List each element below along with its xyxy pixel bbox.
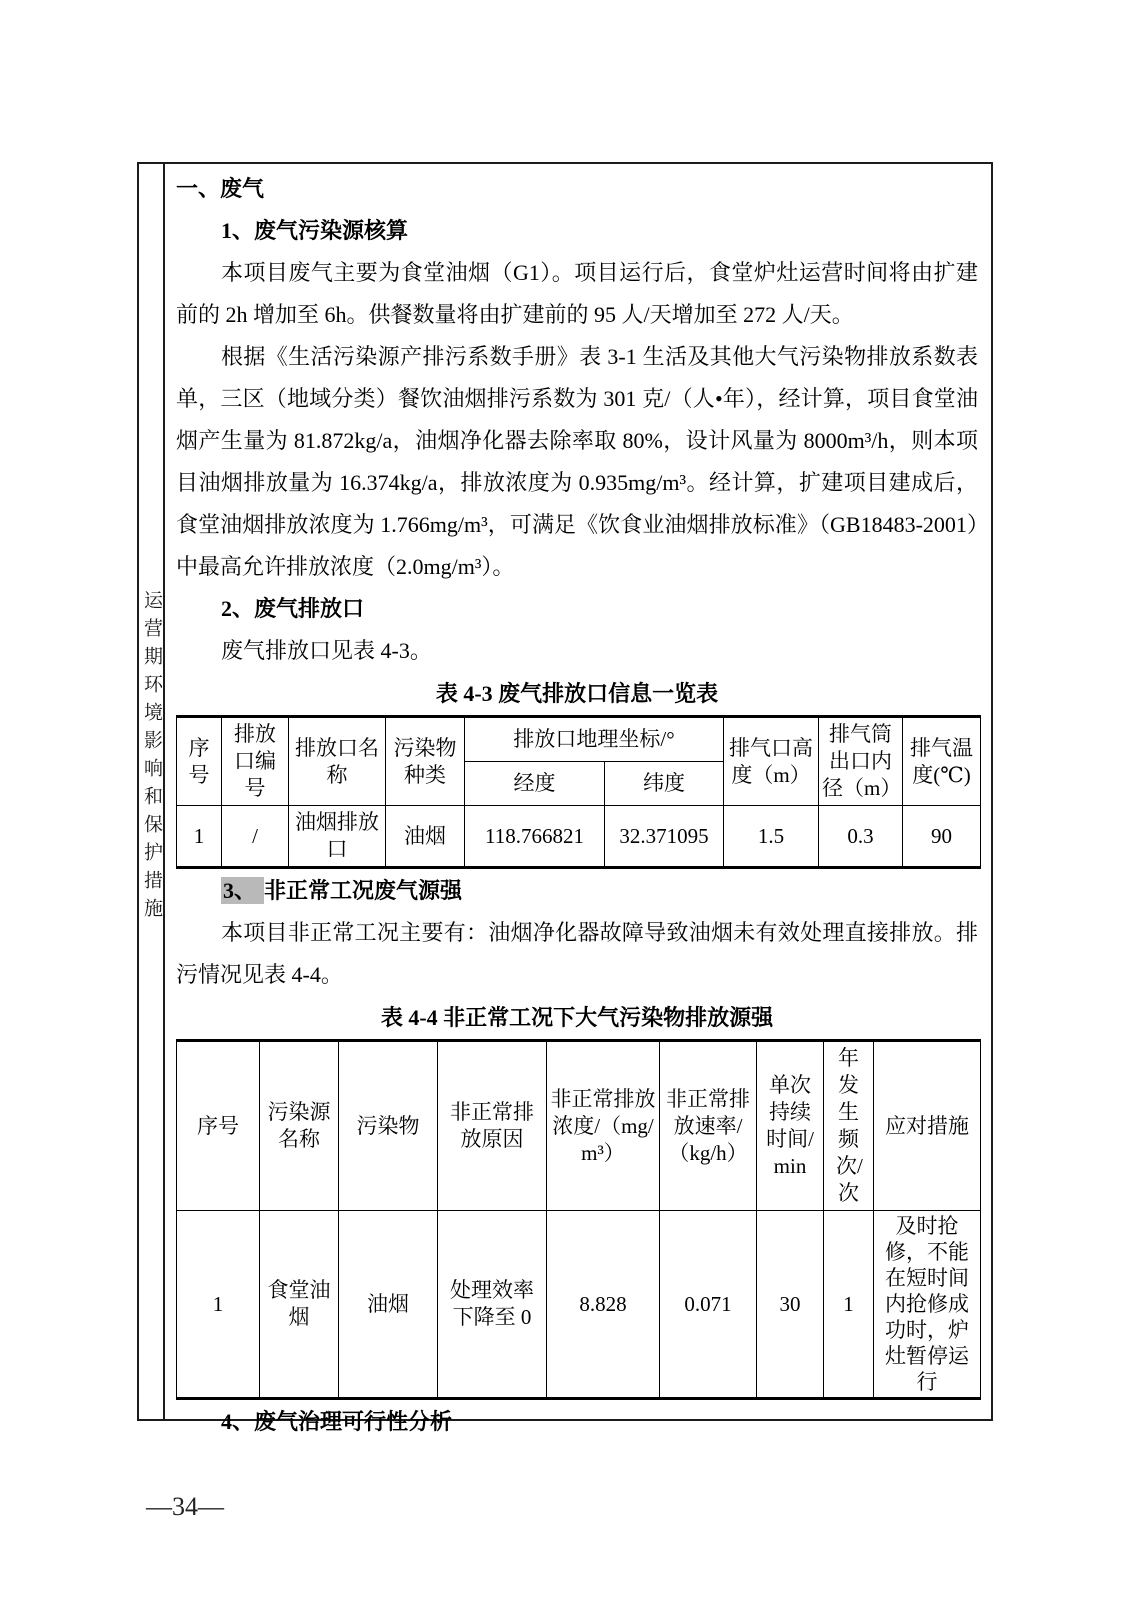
t44-header-abnormal-cause: 非正常排放原因 [438,1041,547,1211]
t43-header-seq: 序号 [177,717,222,806]
t44-cell-abnormal-concentration: 8.828 [547,1211,660,1399]
t43-header-pollutant-type: 污染物种类 [386,717,465,806]
table-4-3-header-row-1 [177,717,981,762]
t44-header-pollutant: 污染物 [339,1041,438,1211]
t43-header-latitude: 纬度 [605,762,724,806]
t43-cell-longitude: 118.766821 [465,806,605,868]
t44-cell-annual-frequency: 1 [824,1211,874,1399]
t44-header-abnormal-rate: 非正常排放速率/（kg/h） [660,1041,757,1211]
highlighted-heading-number: 3、 [221,877,264,904]
table-4-3 [176,715,981,869]
t44-header-abnormal-concentration: 非正常排放浓度/（mg/m³） [547,1041,660,1211]
t43-cell-gas-temperature: 90 [903,806,981,868]
document-frame [137,162,993,1434]
table-4-4-caption: 表 4-4 非正常工况下大气污染物排放源强 [380,1005,774,1030]
subsection-heading-2: 2、废气排放口 [221,596,365,621]
t43-cell-latitude: 32.371095 [605,806,724,868]
sidebar-column [139,164,165,1419]
t44-cell-abnormal-cause: 处理效率下降至 0 [438,1211,547,1399]
subsection-heading-1: 1、废气污染源核算 [221,218,409,243]
table-4-4 [176,1039,981,1400]
paragraph-s2-1: 废气排放口见表 4-3。 [221,638,432,663]
subsection-heading-3 [176,870,978,912]
t43-header-stack-diameter: 排气筒出口内径（m） [819,717,903,806]
sidebar-vertical-label: 运营期环境影响和保护措施 [141,590,162,926]
t43-header-outlet-height: 排气口高度（m） [724,717,819,806]
table-4-3-caption: 表 4-3 废气排放口信息一览表 [435,681,719,706]
t44-cell-measures: 及时抢修，不能在短时间内抢修成功时，炉灶暂停运行 [874,1211,981,1399]
t44-header-duration: 单次持续时间/min [757,1041,824,1211]
document-content [167,164,991,1434]
t43-header-coordinates: 排放口地理坐标/° [465,717,724,762]
paragraph-s3-1: 本项目非正常工况主要有：油烟净化器故障导致油烟未有效处理直接排放。排污情况见表 4-4。 [176,920,978,987]
t43-header-gas-temperature: 排气温度(℃) [903,717,981,806]
t44-header-seq: 序号 [177,1041,260,1211]
t43-cell-outlet-height: 1.5 [724,806,819,868]
subsection-heading-3-text: 非正常工况废气源强 [264,878,463,903]
subsection-heading-4: 4、废气治理可行性分析 [221,1409,453,1434]
t44-header-annual-frequency: 年发生频次/次 [824,1041,874,1211]
page-number: —34— [146,1492,224,1521]
t43-cell-outlet-no: / [222,806,289,868]
t43-header-longitude: 经度 [465,762,605,806]
t43-header-outlet-no: 排放口编号 [222,717,289,806]
t43-cell-stack-diameter: 0.3 [819,806,903,868]
t43-cell-pollutant-type: 油烟 [386,806,465,868]
paragraph-s1-2: 根据《生活污染源产排污系数手册》表 3-1 生活及其他大气污染物排放系数表单，三区（地域分类）餐饮油烟排污系数为 301 克/（人•年），经计算，项目食堂油烟产生量为 81.872kg/a，油烟净化器去除率取 80%，设计风量为 8000m³/h，则本项目油烟排放量为 16.374kg/a，排放浓度为 0.935mg/m³。经计算，扩建项目建成后，食堂油烟排放浓度为 1.766mg/m³，可满足《饮食业油烟排放标准》（GB18483-2001）中最高允许排放浓度（2.0mg/m³）。 [176,344,978,579]
t44-cell-source-name: 食堂油烟 [260,1211,339,1399]
table-4-4-data-row [177,1211,981,1399]
t44-header-measures: 应对措施 [874,1041,981,1211]
t43-header-outlet-name: 排放口名称 [289,717,386,806]
section-heading-waste-gas: 一、废气 [176,176,265,201]
t44-cell-seq: 1 [177,1211,260,1399]
paragraph-s1-1: 本项目废气主要为食堂油烟（G1）。项目运行后，食堂炉灶运营时间将由扩建前的 2h 增加至 6h。供餐数量将由扩建前的 95 人/天增加至 272 人/天。 [176,260,978,327]
t43-cell-seq: 1 [177,806,222,868]
t43-cell-outlet-name: 油烟排放口 [289,806,386,868]
table-4-3-data-row [177,806,981,868]
t44-header-source-name: 污染源名称 [260,1041,339,1211]
table-4-4-header-row [177,1041,981,1211]
t44-cell-pollutant: 油烟 [339,1211,438,1399]
t44-cell-abnormal-rate: 0.071 [660,1211,757,1399]
t44-cell-duration: 30 [757,1211,824,1399]
